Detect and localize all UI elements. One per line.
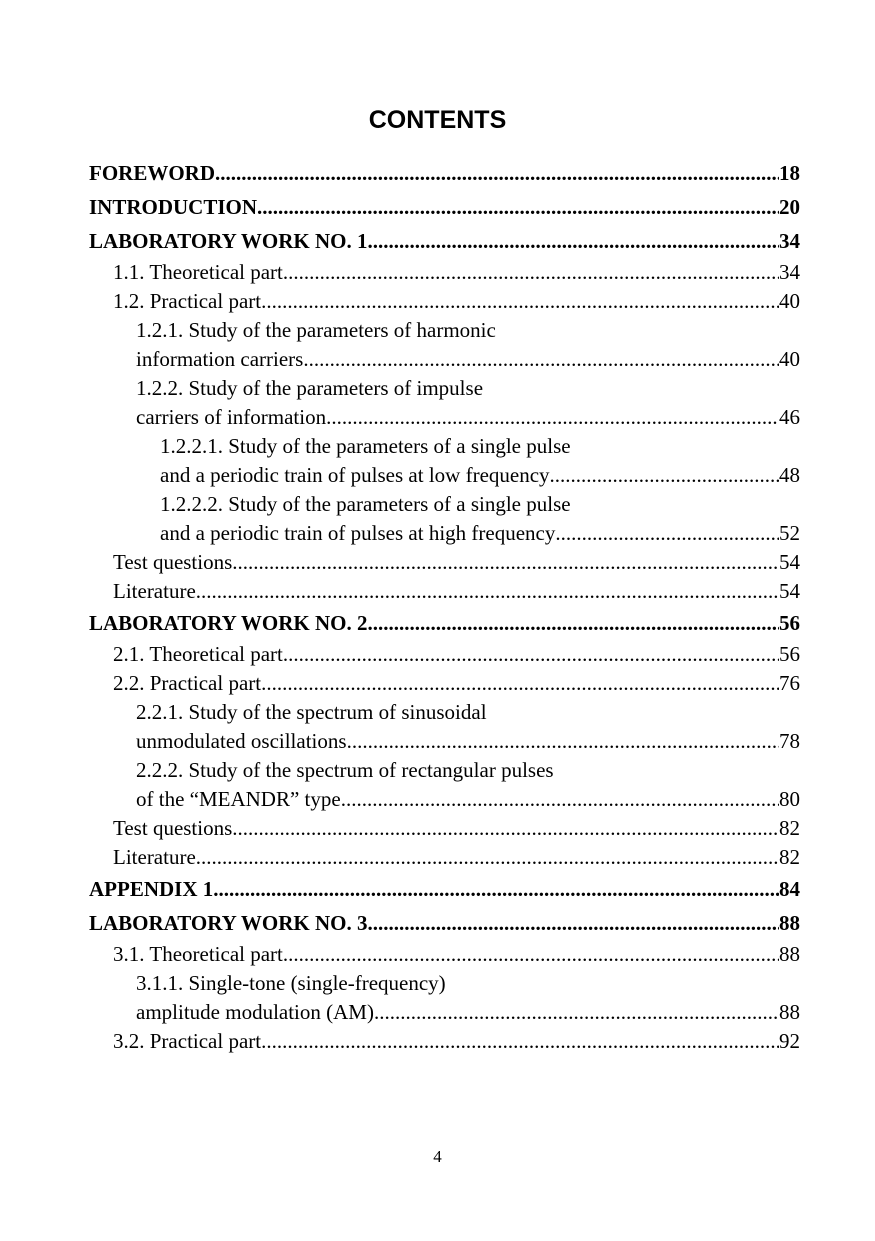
- toc-entry-label: Test questions: [113, 550, 233, 574]
- toc-entry-label: 1.1. Theoretical part: [113, 260, 283, 284]
- toc-page-number: 88: [779, 1000, 800, 1024]
- toc-entry-2-1[interactable]: [89, 640, 800, 669]
- toc-page-number: 18: [779, 161, 800, 185]
- toc-page-number: 84: [779, 877, 800, 901]
- dot-leader: [550, 461, 779, 490]
- toc-entry-2-2[interactable]: [89, 669, 800, 698]
- toc-page-number: 56: [779, 642, 800, 666]
- dot-leader: [283, 640, 779, 669]
- toc-entry-2-2-1[interactable]: [89, 727, 800, 756]
- toc-page-number: 48: [779, 463, 800, 487]
- page-title: CONTENTS: [368, 106, 507, 134]
- toc-entry-3-2[interactable]: [89, 1027, 800, 1056]
- toc-entry-1-2-2[interactable]: [89, 403, 800, 432]
- toc-entry-3-1-1-line1: 3.1.1. Single-tone (single-frequency): [136, 971, 446, 995]
- toc-entry-label: LABORATORY WORK NO. 3: [89, 911, 368, 935]
- dot-leader: [368, 606, 779, 640]
- page-number: 4: [433, 1147, 442, 1166]
- toc-entry-3-1-1[interactable]: [89, 998, 800, 1027]
- dot-leader: [283, 940, 779, 969]
- toc-entry-label: INTRODUCTION: [89, 195, 258, 219]
- toc-page-number: 92: [779, 1029, 800, 1053]
- toc-entry-lab-work-3[interactable]: [89, 906, 800, 940]
- dot-leader: [347, 727, 779, 756]
- toc-entry-lab-work-2[interactable]: [89, 606, 800, 640]
- toc-entry-2-2-2-line1: 2.2.2. Study of the spectrum of rectangular pulses: [136, 758, 554, 782]
- toc-entry-1-2[interactable]: [89, 287, 800, 316]
- toc-page-number: 78: [779, 729, 800, 753]
- dot-leader: [283, 258, 779, 287]
- toc-page-number: 34: [779, 229, 800, 253]
- toc-entry-1-2-1[interactable]: [89, 345, 800, 374]
- toc-entry-label: Test questions: [113, 816, 233, 840]
- dot-leader: [196, 577, 779, 606]
- toc-entry-3-1[interactable]: [89, 940, 800, 969]
- dot-leader: [261, 287, 779, 316]
- dot-leader: [232, 548, 779, 577]
- toc-entry-2-2-1-line1: 2.2.1. Study of the spectrum of sinusoidal: [136, 700, 487, 724]
- toc-page-number: 52: [779, 521, 800, 545]
- toc-page-number: 40: [779, 347, 800, 371]
- toc-page-number: 54: [779, 579, 800, 603]
- toc-page-number: 56: [779, 611, 800, 635]
- toc-entry-literature-1[interactable]: [89, 577, 800, 606]
- toc-entry-label: 3.1. Theoretical part: [113, 942, 283, 966]
- toc-entry-1-2-2-1[interactable]: [89, 461, 800, 490]
- toc-page-number: 34: [779, 260, 800, 284]
- toc-entry-test-questions-2[interactable]: [89, 814, 800, 843]
- toc-entry-label: 2.1. Theoretical part: [113, 642, 283, 666]
- toc-page-number: 40: [779, 289, 800, 313]
- toc-entry-label: of the “MEANDR” type: [136, 787, 341, 811]
- dot-leader: [368, 906, 779, 940]
- toc-entry-lab-work-1[interactable]: [89, 224, 800, 258]
- toc-entry-label: 1.2. Practical part: [113, 289, 262, 313]
- dot-leader: [232, 814, 779, 843]
- toc-entry-label: LABORATORY WORK NO. 1: [89, 229, 368, 253]
- dot-leader: [368, 224, 779, 258]
- toc-entry-label: 2.2. Practical part: [113, 671, 262, 695]
- toc-entry-label: 3.2. Practical part: [113, 1029, 262, 1053]
- dot-leader: [326, 403, 779, 432]
- dot-leader: [261, 669, 779, 698]
- toc-entry-label: Literature: [113, 845, 196, 869]
- toc-entry-label: information carriers: [136, 347, 304, 371]
- dot-leader: [196, 843, 779, 872]
- dot-leader: [303, 345, 779, 374]
- toc-entry-foreword[interactable]: [89, 156, 800, 190]
- toc-entry-1-2-2-1-line1: 1.2.2.1. Study of the parameters of a single pulse: [160, 434, 571, 458]
- toc-page-number: 82: [779, 845, 800, 869]
- toc-entry-appendix-1[interactable]: [89, 872, 800, 906]
- toc-entry-1-2-2-2[interactable]: [89, 519, 800, 548]
- toc-entry-test-questions-1[interactable]: [89, 548, 800, 577]
- toc-entry-1-1[interactable]: [89, 258, 800, 287]
- toc-entry-label: and a periodic train of pulses at low frequency: [160, 463, 550, 487]
- dot-leader: [213, 872, 779, 906]
- toc-entry-literature-2[interactable]: [89, 843, 800, 872]
- toc-page-number: 20: [779, 195, 800, 219]
- toc-entry-1-2-1-line1: 1.2.1. Study of the parameters of harmonic: [136, 318, 496, 342]
- dot-leader: [215, 156, 779, 190]
- toc-entry-label: Literature: [113, 579, 196, 603]
- toc-entry-introduction[interactable]: [89, 190, 800, 224]
- toc-entry-label: APPENDIX 1: [89, 877, 214, 901]
- toc-entry-2-2-2[interactable]: [89, 785, 800, 814]
- dot-leader: [261, 1027, 779, 1056]
- toc-page-number: 80: [779, 787, 800, 811]
- toc-entry-1-2-2-line1: 1.2.2. Study of the parameters of impulse: [136, 376, 484, 400]
- dot-leader: [257, 190, 779, 224]
- toc-page-number: 54: [779, 550, 800, 574]
- dot-leader: [555, 519, 779, 548]
- toc-page-number: 88: [779, 911, 800, 935]
- toc-entry-label: unmodulated oscillations: [136, 729, 347, 753]
- toc-entry-label: amplitude modulation (AM): [136, 1000, 374, 1024]
- toc-page-number: 46: [779, 405, 800, 429]
- toc-entry-1-2-2-2-line1: 1.2.2.2. Study of the parameters of a single pulse: [160, 492, 571, 516]
- toc-entry-label: LABORATORY WORK NO. 2: [89, 611, 368, 635]
- toc-entry-label: FOREWORD: [89, 161, 215, 185]
- toc-entry-label: carriers of information: [136, 405, 327, 429]
- toc-page-number: 82: [779, 816, 800, 840]
- table-of-contents: [89, 156, 800, 1056]
- toc-entry-label: and a periodic train of pulses at high frequency: [160, 521, 556, 545]
- toc-page-number: 76: [779, 671, 800, 695]
- toc-page-number: 88: [779, 942, 800, 966]
- dot-leader: [374, 998, 779, 1027]
- dot-leader: [341, 785, 779, 814]
